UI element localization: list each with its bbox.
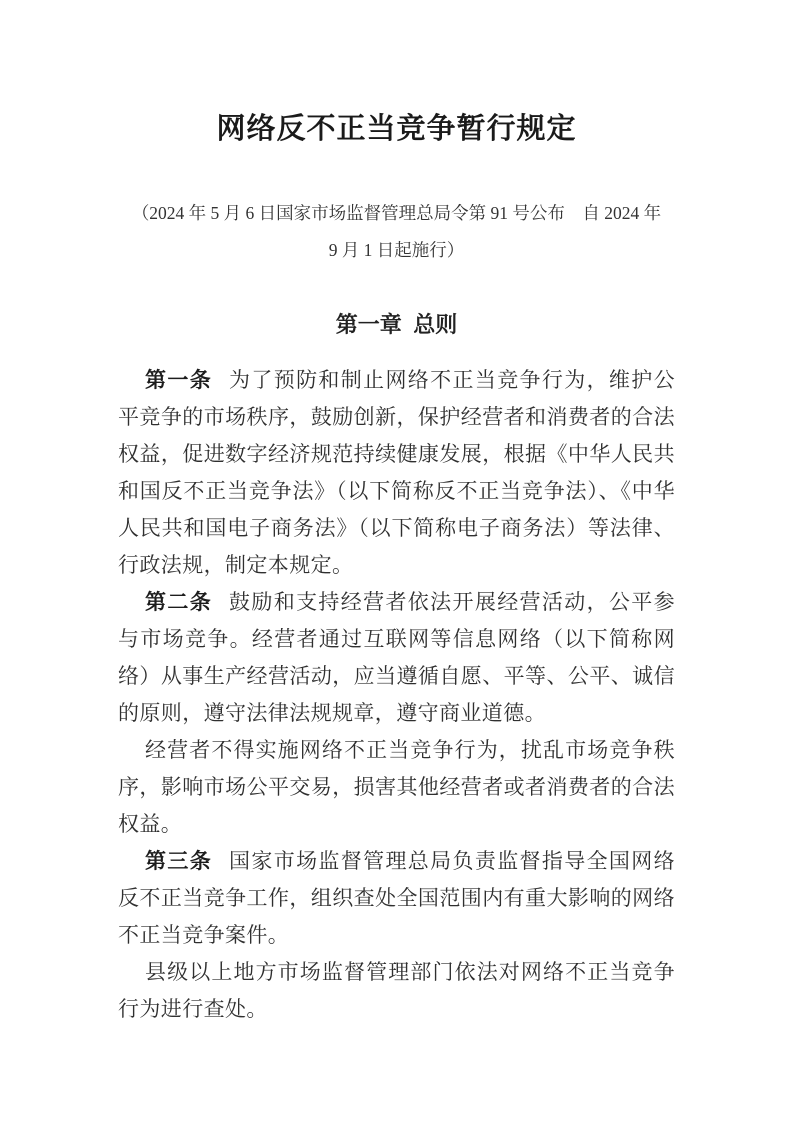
article-1-text: 为了预防和制止网络不正当竞争行为，维护公平竞争的市场秩序，鼓励创新，保护经营者和消费者的合法权益，促进数字经济规范持续健康发展，根据《中华人民共和国反不正当竞争法》（以下简称反不正当竞争法）、《中华人民共和国电子商务法》（以下简称电子商务法）等法律、行政法规，制定本规定。 [118, 367, 676, 577]
paragraph-article-2-clause-2 [118, 732, 675, 843]
document-subtitle [118, 195, 675, 269]
article-1-label: 第一条 [145, 367, 213, 392]
article-2-clause-2-text: 经营者不得实施网络不正当竞争行为，扰乱市场竞争秩序，影响市场公平交易，损害其他经营者或者消费者的合法权益。 [118, 737, 675, 836]
article-2-label: 第二条 [145, 589, 213, 614]
paragraph-article-2 [118, 584, 675, 732]
article-3-text: 国家市场监督管理总局负责监督指导全国网络反不正当竞争工作，组织查处全国范围内有重大影响的网络不正当竞争案件。 [118, 848, 676, 947]
document-body [118, 362, 675, 1028]
paragraph-article-3 [118, 843, 675, 954]
paragraph-article-3-clause-2 [118, 954, 675, 1028]
paragraph-article-1 [118, 362, 675, 584]
document-title: 网络反不正当竞争暂行规定 [216, 113, 577, 146]
subtitle-line-2: 9 月 1 日起施行） [328, 240, 465, 261]
chapter-heading: 第一章 总则 [335, 312, 458, 338]
subtitle-line-1: （2024 年 5 月 6 日国家市场监督管理总局令第 91 号公布 自 2024 年 [131, 203, 662, 224]
article-2-text: 鼓励和支持经营者依法开展经营活动，公平参与市场竞争。经营者通过互联网等信息网络（以下简称网络）从事生产经营活动，应当遵循自愿、平等、公平、诚信的原则，遵守法律法规规章，遵守商业道德。 [118, 589, 676, 725]
article-3-clause-2-text: 县级以上地方市场监督管理部门依法对网络不正当竞争行为进行查处。 [118, 959, 675, 1021]
article-3-label: 第三条 [145, 848, 213, 873]
